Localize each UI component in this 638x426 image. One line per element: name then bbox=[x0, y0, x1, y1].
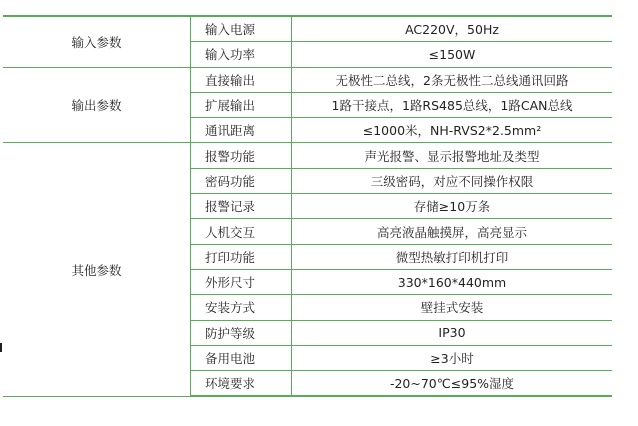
param-value: AC220V，50Hz bbox=[292, 16, 613, 42]
table-row bbox=[3, 143, 612, 168]
param-name: 通讯距离 bbox=[191, 118, 292, 143]
param-value: 无极性二总线，2条无极性二总线通讯回路 bbox=[292, 67, 613, 92]
param-value: 1路干接点，1路RS485总线，1路CAN总线 bbox=[292, 92, 613, 117]
param-name: 打印功能 bbox=[191, 244, 292, 269]
param-name: 报警功能 bbox=[191, 143, 292, 168]
table-row bbox=[3, 67, 612, 92]
param-name: 外形尺寸 bbox=[191, 269, 292, 294]
param-value: ≥3小时 bbox=[292, 345, 613, 370]
param-name: 安装方式 bbox=[191, 295, 292, 320]
group-label: 其他参数 bbox=[3, 143, 191, 396]
param-value: 330*160*440mm bbox=[292, 269, 613, 294]
group-label: 输出参数 bbox=[3, 67, 191, 143]
param-value: 微型热敏打印机打印 bbox=[292, 244, 613, 269]
param-name: 输入功率 bbox=[191, 42, 292, 67]
page-edge-mark bbox=[0, 343, 2, 352]
spec-table bbox=[3, 15, 612, 397]
table-row bbox=[3, 16, 612, 42]
param-name: 输入电源 bbox=[191, 16, 292, 42]
param-name: 备用电池 bbox=[191, 345, 292, 370]
param-value: 三级密码，对应不同操作权限 bbox=[292, 168, 613, 193]
param-name: 密码功能 bbox=[191, 168, 292, 193]
param-value: 高亮液晶触摸屏，高亮显示 bbox=[292, 219, 613, 244]
group-label: 输入参数 bbox=[3, 16, 191, 67]
param-name: 人机交互 bbox=[191, 219, 292, 244]
param-value: 存储≥10万条 bbox=[292, 194, 613, 219]
param-value: -20~70℃≤95%湿度 bbox=[292, 371, 613, 397]
param-value: ≤150W bbox=[292, 42, 613, 67]
param-name: 报警记录 bbox=[191, 194, 292, 219]
param-value: ≤1000米，NH-RVS2*2.5mm² bbox=[292, 118, 613, 143]
param-name: 扩展输出 bbox=[191, 92, 292, 117]
param-value: IP30 bbox=[292, 320, 613, 345]
param-name: 直接输出 bbox=[191, 67, 292, 92]
param-name: 环境要求 bbox=[191, 371, 292, 397]
param-value: 声光报警、显示报警地址及类型 bbox=[292, 143, 613, 168]
param-name: 防护等级 bbox=[191, 320, 292, 345]
param-value: 壁挂式安装 bbox=[292, 295, 613, 320]
